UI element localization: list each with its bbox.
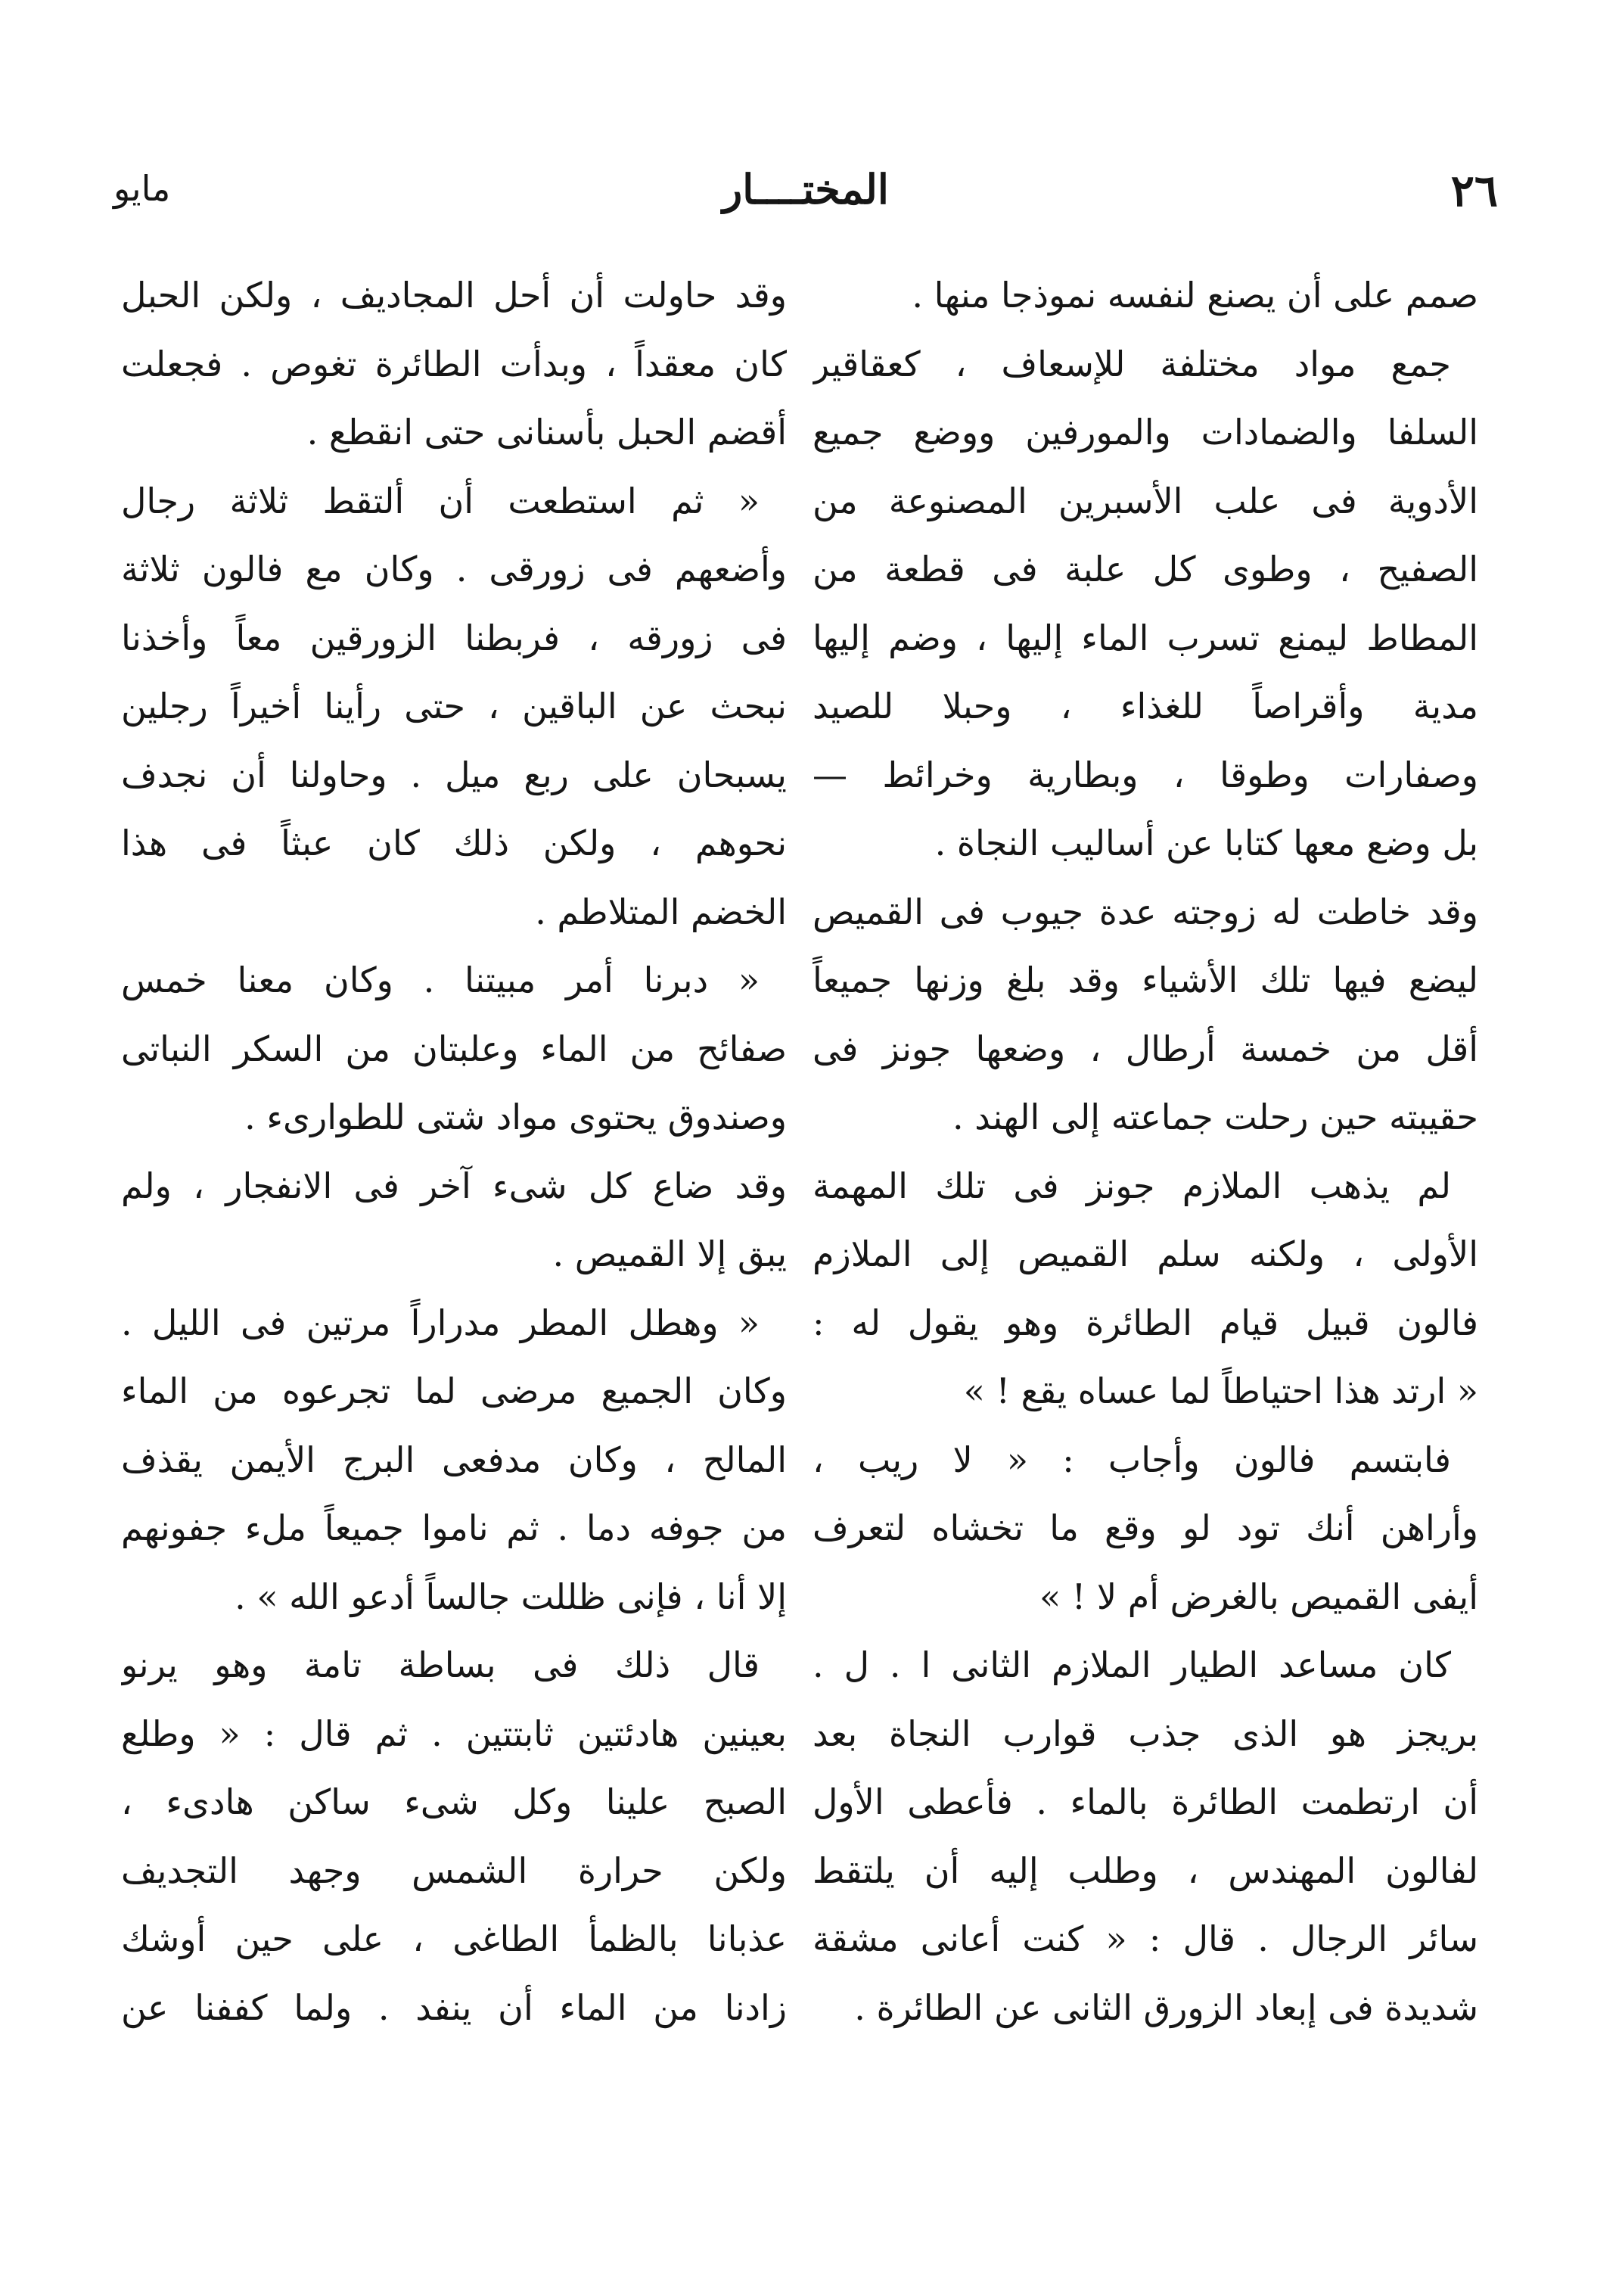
text-line: لم يذهب الملازم جونز فى تلك المهمة bbox=[813, 1165, 1451, 1206]
text-line: أيفى القميص بالغرض أم لا ! » bbox=[1039, 1576, 1478, 1617]
text-line: وقد ضاع كل شىء آخر فى الانفجار ، ولم bbox=[121, 1165, 787, 1206]
text-line: وصندوق يحتوى مواد شتى للطوارىء . bbox=[244, 1097, 787, 1137]
text-line: كان معقداً ، وبدأت الطائرة تغوص . فجعلت bbox=[121, 343, 787, 384]
page-header bbox=[113, 165, 1498, 226]
text-line: الصبح علينا وكل شىء ساكن هادىء ، bbox=[121, 1781, 787, 1822]
text-line: ليضع فيها تلك الأشياء وقد بلغ وزنها جميعاً bbox=[813, 960, 1478, 1000]
text-line: وقد حاولت أن أحل المجاديف ، ولكن الحبل bbox=[121, 275, 787, 316]
text-line: إلا أنا ، فإنى ظللت جالساً أدعو الله » . bbox=[235, 1576, 787, 1617]
text-line: وأراهن أنك تود لو وقع ما تخشاه لتعرف bbox=[813, 1507, 1478, 1548]
text-line: نحوهم ، ولكن ذلك كان عبثاً فى هذا bbox=[121, 823, 787, 863]
page-number: ٢٦ bbox=[1450, 165, 1498, 216]
text-line: « ارتد هذا احتياطاً لما عساه يقع ! » bbox=[963, 1370, 1478, 1411]
text-line: فى زورقه ، فربطنا الزورقين معاً وأخذنا bbox=[121, 617, 787, 658]
text-line: بريجز هو الذى جذب قوارب النجاة بعد bbox=[813, 1713, 1478, 1754]
text-line: الصفيح ، وطوى كل علبة فى قطعة من bbox=[813, 549, 1478, 590]
text-line: « وهطل المطر مدراراً مرتين فى الليل . bbox=[121, 1302, 760, 1343]
text-line: يسبحان على ربع ميل . وحاولنا أن نجدف bbox=[121, 754, 787, 795]
text-line: نبحث عن الباقين ، حتى رأينا أخيراً رجلين bbox=[121, 686, 787, 726]
text-line: وأضعهم فى زورقى . وكان مع فالون ثلاثة bbox=[121, 549, 787, 590]
text-line: أقضم الحبل بأسنانى حتى انقطع . bbox=[306, 412, 787, 453]
text-line: وكان الجميع مرضى لما تجرعوه من الماء bbox=[121, 1370, 787, 1411]
text-line: الأولى ، ولكنه سلم القميص إلى الملازم bbox=[813, 1234, 1478, 1274]
text-line: لفالون المهندس ، وطلب إليه أن يلتقط bbox=[813, 1850, 1478, 1891]
text-line: مدية وأقراصاً للغذاء ، وحبلا للصيد bbox=[813, 686, 1478, 726]
text-line: « دبرنا أمر مبيتنا . وكان معنا خمس bbox=[121, 960, 760, 1000]
text-line: حقيبته حين رحلت جماعته إلى الهند . bbox=[952, 1097, 1478, 1137]
left-column bbox=[121, 261, 787, 2042]
text-line: قال ذلك فى بساطة تامة وهو يرنو bbox=[121, 1644, 760, 1685]
text-line: بل وضع معها كتابا عن أساليب النجاة . bbox=[934, 823, 1478, 863]
text-line: زادنا من الماء أن ينفد . ولما كففنا عن bbox=[121, 1986, 787, 2028]
right-column bbox=[813, 261, 1478, 2042]
text-line: أن ارتطمت الطائرة بالماء . فأعطى الأول bbox=[813, 1781, 1478, 1822]
text-line: المالح ، وكان مدفعى البرج الأيمن يقذف bbox=[121, 1439, 787, 1480]
text-line: بعينين هادئتين ثابتتين . ثم قال : « وطلع bbox=[121, 1713, 787, 1754]
text-line: كان مساعد الطيار الملازم الثانى ا . ل . bbox=[813, 1644, 1451, 1685]
text-line: جمع مواد مختلفة للإسعاف ، كعقاقير bbox=[813, 343, 1451, 384]
text-line: وقد خاطت له زوجته عدة جيوب فى القميص bbox=[813, 891, 1478, 932]
text-line: صمم على أن يصنع لنفسه نموذجا منها . bbox=[912, 275, 1478, 316]
text-line: « ثم استطعت أن ألتقط ثلاثة رجال bbox=[121, 480, 760, 521]
text-line: السلفا والضمادات والمورفين ووضع جميع bbox=[813, 412, 1478, 453]
text-line: الأدوية فى علب الأسبرين المصنوعة من bbox=[813, 480, 1478, 521]
running-title: المختــــار bbox=[722, 165, 889, 213]
issue-month: مايو bbox=[113, 168, 171, 209]
text-line: فابتسم فالون وأجاب : « لا ريب ، bbox=[813, 1439, 1451, 1480]
text-line: من جوفه دما . ثم ناموا جميعاً ملء جفونهم bbox=[121, 1507, 787, 1548]
text-line: شديدة فى إبعاد الزورق الثانى عن الطائرة . bbox=[854, 1986, 1478, 2028]
text-line: سائر الرجال . قال : « كنت أعانى مشقة bbox=[813, 1918, 1478, 1959]
text-line: يبق إلا القميص . bbox=[552, 1234, 787, 1274]
text-line: فالون قبيل قيام الطائرة وهو يقول له : bbox=[813, 1302, 1478, 1343]
text-line: المطاط ليمنع تسرب الماء إليها ، وضم إليها bbox=[813, 617, 1478, 658]
text-line: ولكن حرارة الشمس وجهد التجديف bbox=[121, 1850, 787, 1891]
text-line: صفائح من الماء وعلبتان من السكر النباتى bbox=[121, 1028, 787, 1069]
text-line: وصفارات وطوقا ، وبطارية وخرائط — bbox=[813, 754, 1478, 795]
text-line: عذبانا بالظمأ الطاغى ، على حين أوشك bbox=[121, 1918, 787, 1959]
text-line: أقل من خمسة أرطال ، وضعها جونز فى bbox=[813, 1028, 1478, 1069]
text-line: الخضم المتلاطم . bbox=[535, 891, 787, 932]
